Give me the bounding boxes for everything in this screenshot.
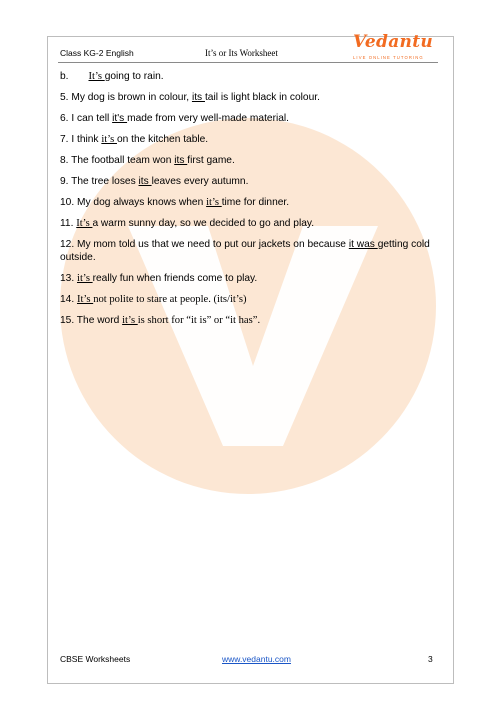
page-number: 3 xyxy=(428,654,433,664)
logo-word: Vedantu xyxy=(353,32,434,52)
answer-text: it’s xyxy=(206,197,222,208)
answer-text: it's xyxy=(112,113,128,124)
question-text: b. xyxy=(60,71,69,82)
footer-label: CBSE Worksheets xyxy=(60,654,131,664)
answer-text: its xyxy=(138,176,152,187)
question-text: not polite to stare at people. (its/it’s) xyxy=(93,294,247,305)
answer-text: it was xyxy=(348,239,378,250)
footer-website-link[interactable]: www.vedantu.com xyxy=(222,654,291,664)
question-line xyxy=(60,91,432,104)
question-line xyxy=(60,70,432,83)
question-text: leaves every autumn. xyxy=(151,176,249,187)
question-text: first game. xyxy=(187,155,235,166)
question-text: 13. xyxy=(60,273,77,284)
question-line xyxy=(60,175,432,188)
header-divider xyxy=(58,62,438,63)
question-line xyxy=(60,293,432,306)
question-text: a warm sunny day, so we decided to go and play. xyxy=(92,218,315,229)
answer-text: It’s xyxy=(77,294,94,305)
question-line xyxy=(60,272,432,285)
worksheet-title: It’s or Its Worksheet xyxy=(205,48,278,58)
question-line xyxy=(60,314,432,327)
question-text: is short for “it is” or “it has”. xyxy=(137,315,261,326)
answer-text: it’s xyxy=(122,315,138,326)
answer-text: its xyxy=(191,92,205,103)
worksheet-content xyxy=(60,70,432,327)
answer-text: its xyxy=(174,155,188,166)
question-text: going to rain. xyxy=(104,71,164,82)
answer-text: it’s xyxy=(77,273,93,284)
question-text: 12. My mom told us that we need to put our jackets on because xyxy=(60,239,349,250)
question-text: 8. The football team won xyxy=(60,155,175,166)
logo-tagline: LIVE ONLINE TUTORING xyxy=(353,55,424,60)
answer-text: it’s xyxy=(101,134,117,145)
question-line xyxy=(60,217,432,230)
question-line xyxy=(60,112,432,125)
question-text: on the kitchen table. xyxy=(116,134,209,145)
question-text: time for dinner. xyxy=(221,197,290,208)
question-text: really fun when friends come to play. xyxy=(92,273,258,284)
answer-text: It’s xyxy=(88,71,105,82)
question-text: 6. I can tell xyxy=(60,113,113,124)
question-text: 7. I think xyxy=(60,134,102,145)
question-text: made from very well-made material. xyxy=(127,113,289,124)
question-text: 10. My dog always knows when xyxy=(60,197,207,208)
question-line xyxy=(60,154,432,167)
question-text: 5. My dog is brown in colour, xyxy=(60,92,192,103)
question-line xyxy=(60,196,432,209)
question-line xyxy=(60,133,432,146)
question-text: getting cold outside. xyxy=(60,239,430,263)
class-label: Class KG-2 English xyxy=(60,48,134,58)
question-text: 14. xyxy=(60,294,77,305)
vedantu-logo xyxy=(345,34,435,64)
question-text: tail is light black in colour. xyxy=(204,92,320,103)
question-line xyxy=(60,238,432,264)
answer-text: It’s xyxy=(76,218,93,229)
question-text: 15. The word xyxy=(60,315,123,326)
question-text: 9. The tree loses xyxy=(60,176,139,187)
question-text: 11. xyxy=(60,218,77,229)
